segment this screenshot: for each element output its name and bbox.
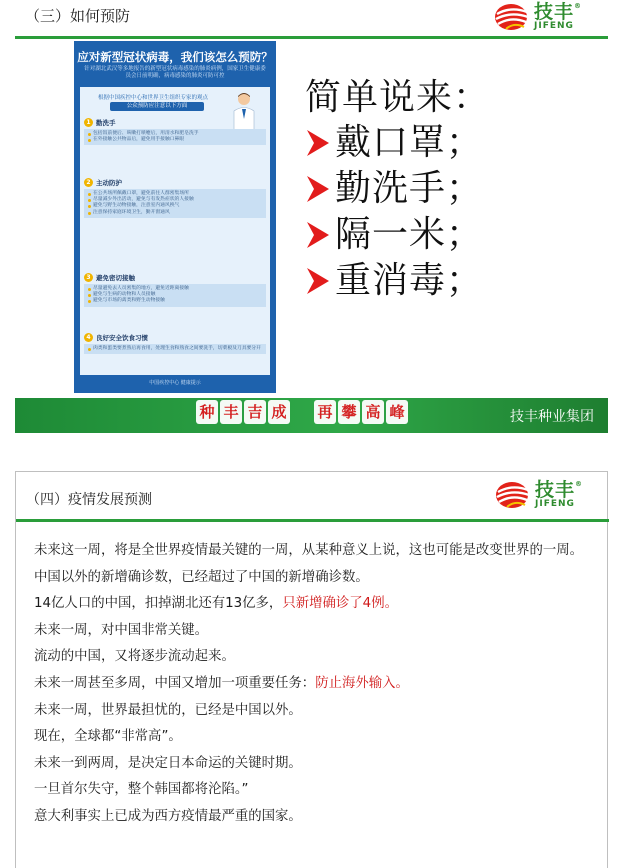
header-rule — [16, 519, 609, 522]
footer-company: 技丰种业集团 — [510, 409, 594, 425]
prevention-poster — [74, 41, 276, 393]
section-line: 注意保持家庭环境卫生，勤开窗通风 — [87, 210, 263, 216]
summary-item-text: 隔一米； — [335, 214, 484, 255]
section-line: 尽量避免去人员密集的地方，避免近距离接触 — [87, 286, 263, 292]
poster-footer: 中国疾控中心 健康提示 — [149, 380, 201, 386]
section-line: 避免与野生动物接触，注意室内通风换气 — [87, 203, 263, 209]
poster-title: 应对新型冠状病毒，我们该怎么预防？ — [77, 50, 273, 64]
section-number: 4 — [84, 333, 93, 342]
logo-reg: ® — [575, 480, 584, 488]
motto-char: 成 — [268, 400, 290, 424]
paragraph — [34, 724, 594, 751]
summary-item — [305, 258, 490, 304]
para-highlight: 防止海外输入。 — [315, 675, 409, 691]
motto-char: 高 — [362, 400, 384, 424]
summary-item — [305, 212, 490, 258]
jifeng-logo-icon — [494, 2, 530, 32]
red-arrow-icon — [305, 174, 331, 204]
footer-motto — [195, 400, 409, 424]
para-highlight: 只新增确诊了4例。 — [282, 596, 398, 612]
header-rule — [15, 36, 608, 39]
section-title: 避免密切接触 — [96, 273, 135, 282]
slide-prevention — [15, 0, 608, 433]
para-text: 现在，全球都“非常高”。 — [34, 729, 182, 745]
logo-reg: ® — [574, 2, 583, 10]
red-arrow-icon — [305, 266, 331, 296]
logo-en: JIFENG — [535, 499, 575, 509]
para-text: 14亿人口的中国，扣掉湖北还有13亿多， — [34, 596, 283, 612]
logo-en: JIFENG — [534, 21, 574, 31]
paragraph — [34, 671, 594, 698]
slide-heading: （三）如何预防 — [25, 7, 131, 25]
para-text: 未来一周甚至多周，中国又增加一项重要任务： — [34, 675, 316, 691]
section-number: 1 — [84, 118, 93, 127]
para-text: 未来一到两周，是决定日本命运的关键时期。 — [34, 755, 302, 771]
logo-cn: 技丰 — [535, 479, 576, 501]
summary-item — [305, 166, 490, 212]
motto-char: 再 — [314, 400, 336, 424]
paragraph — [34, 618, 594, 645]
jifeng-logo — [494, 2, 582, 32]
paragraph — [34, 698, 594, 725]
poster-section-3 — [84, 272, 266, 307]
para-text: 未来一周，世界最担忧的，已经是中国以外。 — [34, 702, 302, 718]
summary-title: 简单说来： — [305, 77, 491, 118]
para-text: 意大利事实上已成为西方疫情最严重的国家。 — [34, 808, 302, 824]
poster-source: 根据中国疾控中心和世界卫生组织专家的观点 — [97, 95, 208, 101]
paragraph — [34, 644, 594, 671]
section-line: 肉类和蛋类要煮熟后再食用，处理生食和熟食之间要洗手，切菜板及刀具要分开 — [87, 346, 263, 352]
para-text: 未来一周，对中国非常关键。 — [34, 622, 209, 638]
paragraph — [34, 538, 594, 565]
paragraph — [34, 751, 594, 778]
motto-char: 丰 — [220, 400, 242, 424]
section-line: 避免与生病的动物和人员接触 — [87, 292, 263, 298]
forecast-content — [34, 538, 594, 831]
poster-section-2 — [84, 177, 266, 218]
section-line: 在外接触公共物品后，避免用手接触口鼻眼 — [87, 137, 263, 143]
section-title: 勤洗手 — [96, 118, 116, 127]
motto-char: 攀 — [338, 400, 360, 424]
section-number: 2 — [84, 178, 93, 187]
red-arrow-icon — [305, 128, 331, 158]
paragraph — [34, 565, 594, 592]
para-text: 流动的中国，又将逐步流动起来。 — [34, 649, 235, 665]
motto-char: 峰 — [386, 400, 408, 424]
section-line: 避免与市场的禽类和野生动物接触 — [87, 298, 263, 304]
para-text: 一旦首尔失守，整个韩国都将沦陷。” — [34, 782, 249, 798]
section-title: 良好安全饮食习惯 — [96, 333, 148, 342]
paragraph — [34, 591, 594, 618]
slide-forecast — [15, 471, 608, 868]
para-text: 中国以外的新增确诊数，已经超过了中国的新增确诊数。 — [34, 569, 369, 585]
summary-item-text: 戴口罩； — [335, 122, 484, 163]
logo-cn: 技丰 — [534, 1, 575, 23]
para-text: 未来这一周，将是全世界疫情最关键的一周，从某种意义上说，这也可能是改变世界的一周。 — [34, 543, 584, 558]
poster-section-4 — [84, 332, 266, 354]
slide-heading: （四）疫情发展预测 — [26, 492, 152, 508]
jifeng-logo-icon — [495, 480, 531, 510]
poster-body — [80, 87, 270, 375]
section-line: 包括饭前便后、咳嗽打喷嚏后，用清水和肥皂洗手 — [87, 131, 263, 137]
red-arrow-icon — [305, 220, 331, 250]
poster-section-1 — [84, 117, 266, 145]
section-line: 在公共场所佩戴口罩，避免前往人群密集场所 — [87, 191, 263, 197]
section-title: 主动防护 — [96, 178, 122, 187]
paragraph — [34, 804, 594, 831]
poster-pill: 公众预防应注意以下方面 — [110, 102, 204, 111]
motto-char: 种 — [196, 400, 218, 424]
summary-item-text: 重消毒； — [335, 260, 484, 301]
section-line: 尽量减少外出活动，避免与有发热症状的人接触 — [87, 197, 263, 203]
motto-char: 吉 — [244, 400, 266, 424]
summary-item-text: 勤洗手； — [335, 168, 484, 209]
footer-bar — [15, 398, 608, 433]
jifeng-logo — [495, 480, 583, 510]
summary-block — [305, 76, 490, 304]
summary-item — [305, 120, 490, 166]
poster-subtitle: 针对湖北武汉等多地报告的新型冠状病毒感染的肺炎病例，国家卫生健康委员会日前明确，病毒感染的肺炎可防可控 — [84, 66, 266, 79]
paragraph — [34, 777, 594, 804]
section-number: 3 — [84, 273, 93, 282]
